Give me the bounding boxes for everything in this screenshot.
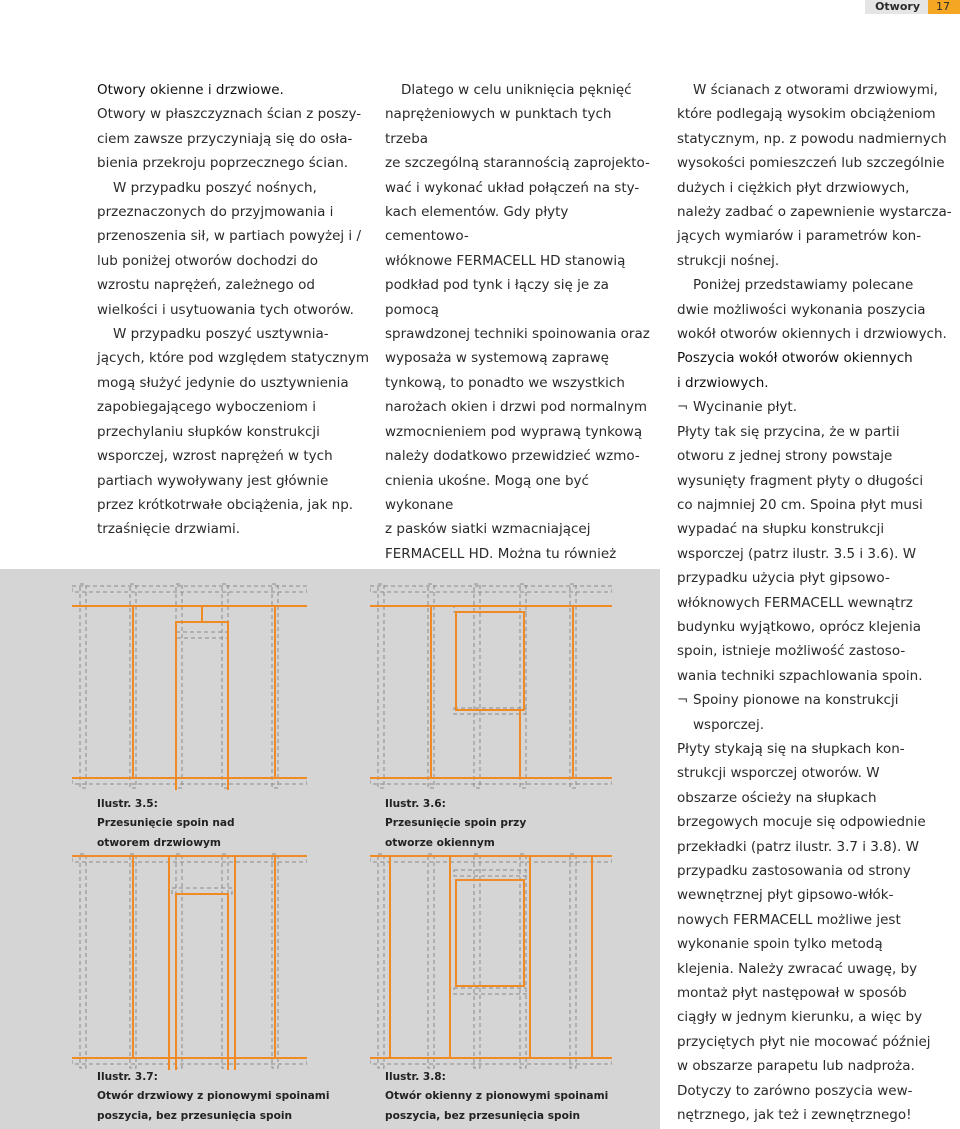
- paragraph: Dlatego w celu uniknięcia pęknięć naprężeniowych w punktach tych trzeba ze szczególną starannością zaprojekto- wać i wykonać układ połączeń na sty- kach elementów. Gdy płyty cementowo- włóknowe FERMACELL HD stanowią podkład pod tynk i łączy się je za pomocą sprawdzonej techniki spoinowania oraz wyposaża w systemową zaprawę tynkową, to ponadto we wszystkich narożach okien i drzwi pod normalnym wzmocnieniem pod wyprawą tynkową należy dodatkowo przewidzieć wzmo- cnienia ukośne. Mogą one być wykonane z pasków siatki wzmacniającej FERMACELL HD. Można tu również: [385, 82, 650, 562]
- illustration-3-7-door-vertical-joints: [72, 852, 307, 1070]
- caption-3-8: Ilustr. 3.8: Otwór okienny z pionowymi spoinami poszycia, bez przesunięcia spoin: [385, 1071, 609, 1122]
- bullet-marker: ¬: [677, 399, 689, 416]
- paragraph: Poniżej przedstawiamy polecane dwie możliwości wykonania poszycia wokół otworów okiennych i drzwiowych.: [677, 277, 947, 343]
- bullet-title: Spoiny pionowe na konstrukcji wsporczej.: [693, 692, 899, 733]
- column-1: [97, 78, 372, 542]
- paragraph: W ścianach z otworami drzwiowymi, które podlegają wysokim obciążeniom statycznym, np. z powodu nadmiernych wysokości pomieszczeń lub szczególnie dużych i ciężkich płyt drzwiowych, należy zadbać o zapewnienie wystarcza- jących wymiarów i parametrów kon- strukcji nośnej.: [677, 82, 952, 269]
- illustration-3-5-door-offset-joints: [72, 582, 307, 790]
- bullet-text: Płyty tak się przycina, że w partii otworu z jednej strony powstaje wysunięty fragment płyty o długości co najmniej 20 cm. Spoina płyt musi wypadać na słupku konstrukcji wsporczej (patrz ilustr. 3.5 i 3.6). W przypadku użycia płyt gipsowo- włóknowych FERMACELL wewnątrz budynku wyjątkowo, oprócz klejenia spoin, istnieje możliwość zastoso- wania techniki szpachlowania spoin.: [677, 423, 924, 684]
- caption-3-7: Ilustr. 3.7: Otwór drzwiowy z pionowymi spoinami poszycia, bez przesunięcia spoin: [97, 1071, 330, 1122]
- bullet-title: Wycinanie płyt.: [693, 399, 797, 416]
- paragraph: W przypadku poszyć usztywnia- jących, które pod względem statycznym mogą służyć jedynie do usztywnienia zapobiegającego wyboczeniom i przechylaniu słupków konstrukcji wsporczej, wzrost naprężeń w tych partiach wywoływany jest głównie przez krótkotrwałe obciążenia, jak np. trzaśnięcie drzwiami.: [97, 326, 370, 538]
- section-heading: Otwory okienne i drzwiowe.: [97, 82, 284, 98]
- bullet-marker: ¬: [677, 692, 689, 709]
- caption-3-6: Ilustr. 3.6: Przesunięcie spoin przy otworze okiennym: [385, 798, 527, 849]
- paragraph: Otwory w płaszczyznach ścian z poszy- ciem zawsze przyczyniają się do osła- bienia przekroju poprzecznego ścian.: [97, 106, 362, 172]
- section-title: Otwory: [865, 0, 928, 14]
- illustration-3-8-window-vertical-joints: [370, 852, 612, 1070]
- bullet-text: Płyty stykają się na słupkach kon- strukcji wsporczej otworów. W obszarze ościeży na słupkach brzegowych mocuje się odpowiednie przekładki (patrz ilustr. 3.7 i 3.8). W przypadku zastosowania od strony wewnętrznej płyt gipsowo-włók- nowych FERMACELL możliwe jest wykonanie spoin tylko metodą klejenia. Należy zwracać uwagę, by montaż płyt następował w sposób ciągły w jednym kierunku, a więc by przyciętych płyt nie mocować później w obszarze parapetu lub nadproża. Dotyczy to zarówno poszycia wew- nętrznego, jak też i zewnętrznego!: [677, 740, 931, 1124]
- page-header: [865, 0, 960, 14]
- caption-3-5: Ilustr. 3.5: Przesunięcie spoin nad otworem drzwiowym: [97, 798, 235, 849]
- bullet-item: [677, 688, 960, 737]
- paragraph: W przypadku poszyć nośnych, przeznaczonych do przyjmowania i przenoszenia sił, w partiach powyżej i / lub poniżej otworów dochodzi do wzrostu naprężeń, zależnego od wielkości i usytuowania tych otworów.: [97, 179, 362, 318]
- illustration-3-6-window-offset-joints: [370, 582, 612, 790]
- page-number: 17: [928, 0, 960, 14]
- column-3: [677, 78, 960, 1127]
- subheading: Poszycia wokół otworów okiennych i drzwiowych.: [677, 350, 913, 391]
- bullet-item: [677, 395, 960, 419]
